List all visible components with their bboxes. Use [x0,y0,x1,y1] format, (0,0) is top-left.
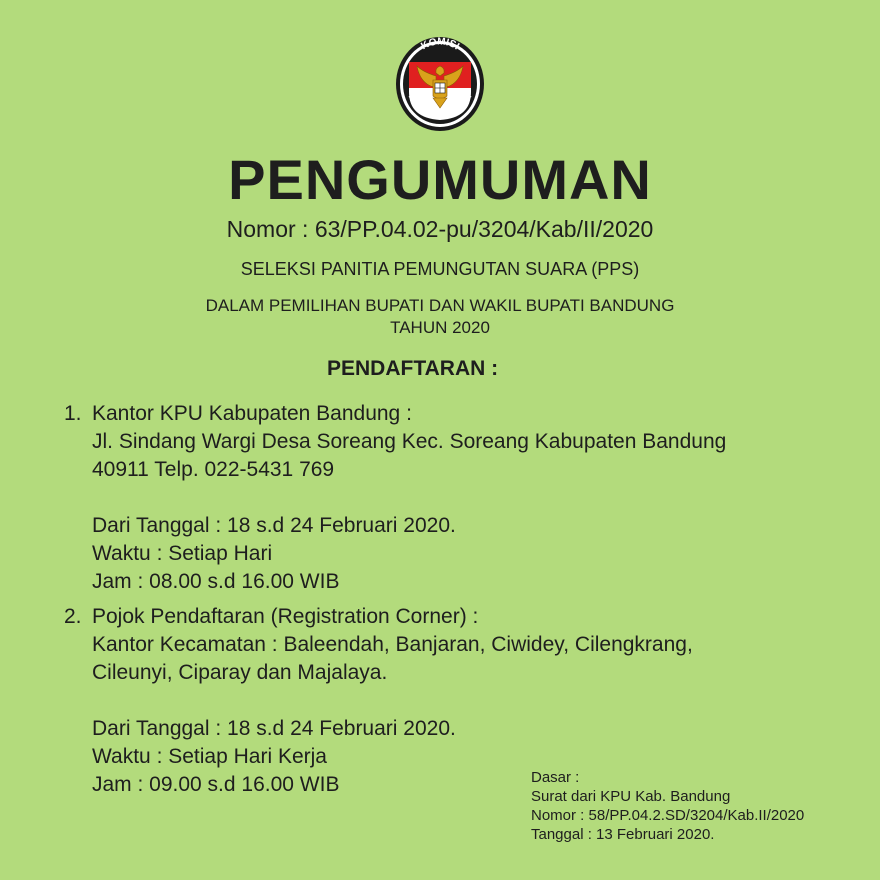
document-number: Nomor : 63/PP.04.02-pu/3204/Kab/II/2020 [226,216,654,242]
item-line: Jl. Sindang Wargi Desa Soreang Kec. Soreang Kabupaten Bandung [92,430,727,453]
reference-line: Surat dari KPU Kab. Bandung [531,788,731,805]
list-item-body [92,400,852,596]
reference-note [531,768,804,844]
reference-label: Dasar : [531,769,580,786]
item-waktu: Waktu : Setiap Hari Kerja [92,745,327,768]
garuda-emblem-icon [395,36,485,132]
subtitle-selection: SELEKSI PANITIA PEMUNGUTAN SUARA (PPS) [240,259,640,279]
item-line: 40911 Telp. 022-5431 769 [92,458,335,481]
subtitle-election: DALAM PEMILIHAN BUPATI DAN WAKIL BUPATI BANDUNG [205,296,675,315]
item-jam: Jam : 08.00 s.d 16.00 WIB [92,570,340,593]
registration-heading: PENDAFTARAN : [327,357,499,380]
item-line: Pojok Pendaftaran (Registration Corner) : [92,605,479,628]
subtitle-year: TAHUN 2020 [390,318,490,337]
item-waktu: Waktu : Setiap Hari [92,542,273,565]
item-jam: Jam : 09.00 s.d 16.00 WIB [92,773,340,796]
item-date: Dari Tanggal : 18 s.d 24 Februari 2020. [92,514,456,537]
item-date: Dari Tanggal : 18 s.d 24 Februari 2020. [92,717,456,740]
list-item-number: 1. [64,402,82,425]
page-title: PENGUMUMAN [228,148,652,211]
logo-top-text: KOMISI [419,36,462,53]
kpu-logo [395,36,485,132]
item-line: Cileunyi, Ciparay dan Majalaya. [92,661,388,684]
item-line: Kantor KPU Kabupaten Bandung : [92,402,412,425]
logo-bottom-text: PEMILIHAN UMUM [406,92,474,120]
item-line: Kantor Kecamatan : Baleendah, Banjaran, Ciwidey, Cilengkrang, [92,633,693,656]
list-item-number: 2. [64,605,82,628]
reference-line: Nomor : 58/PP.04.2.SD/3204/Kab.II/2020 [531,807,805,824]
reference-line: Tanggal : 13 Februari 2020. [531,826,715,843]
